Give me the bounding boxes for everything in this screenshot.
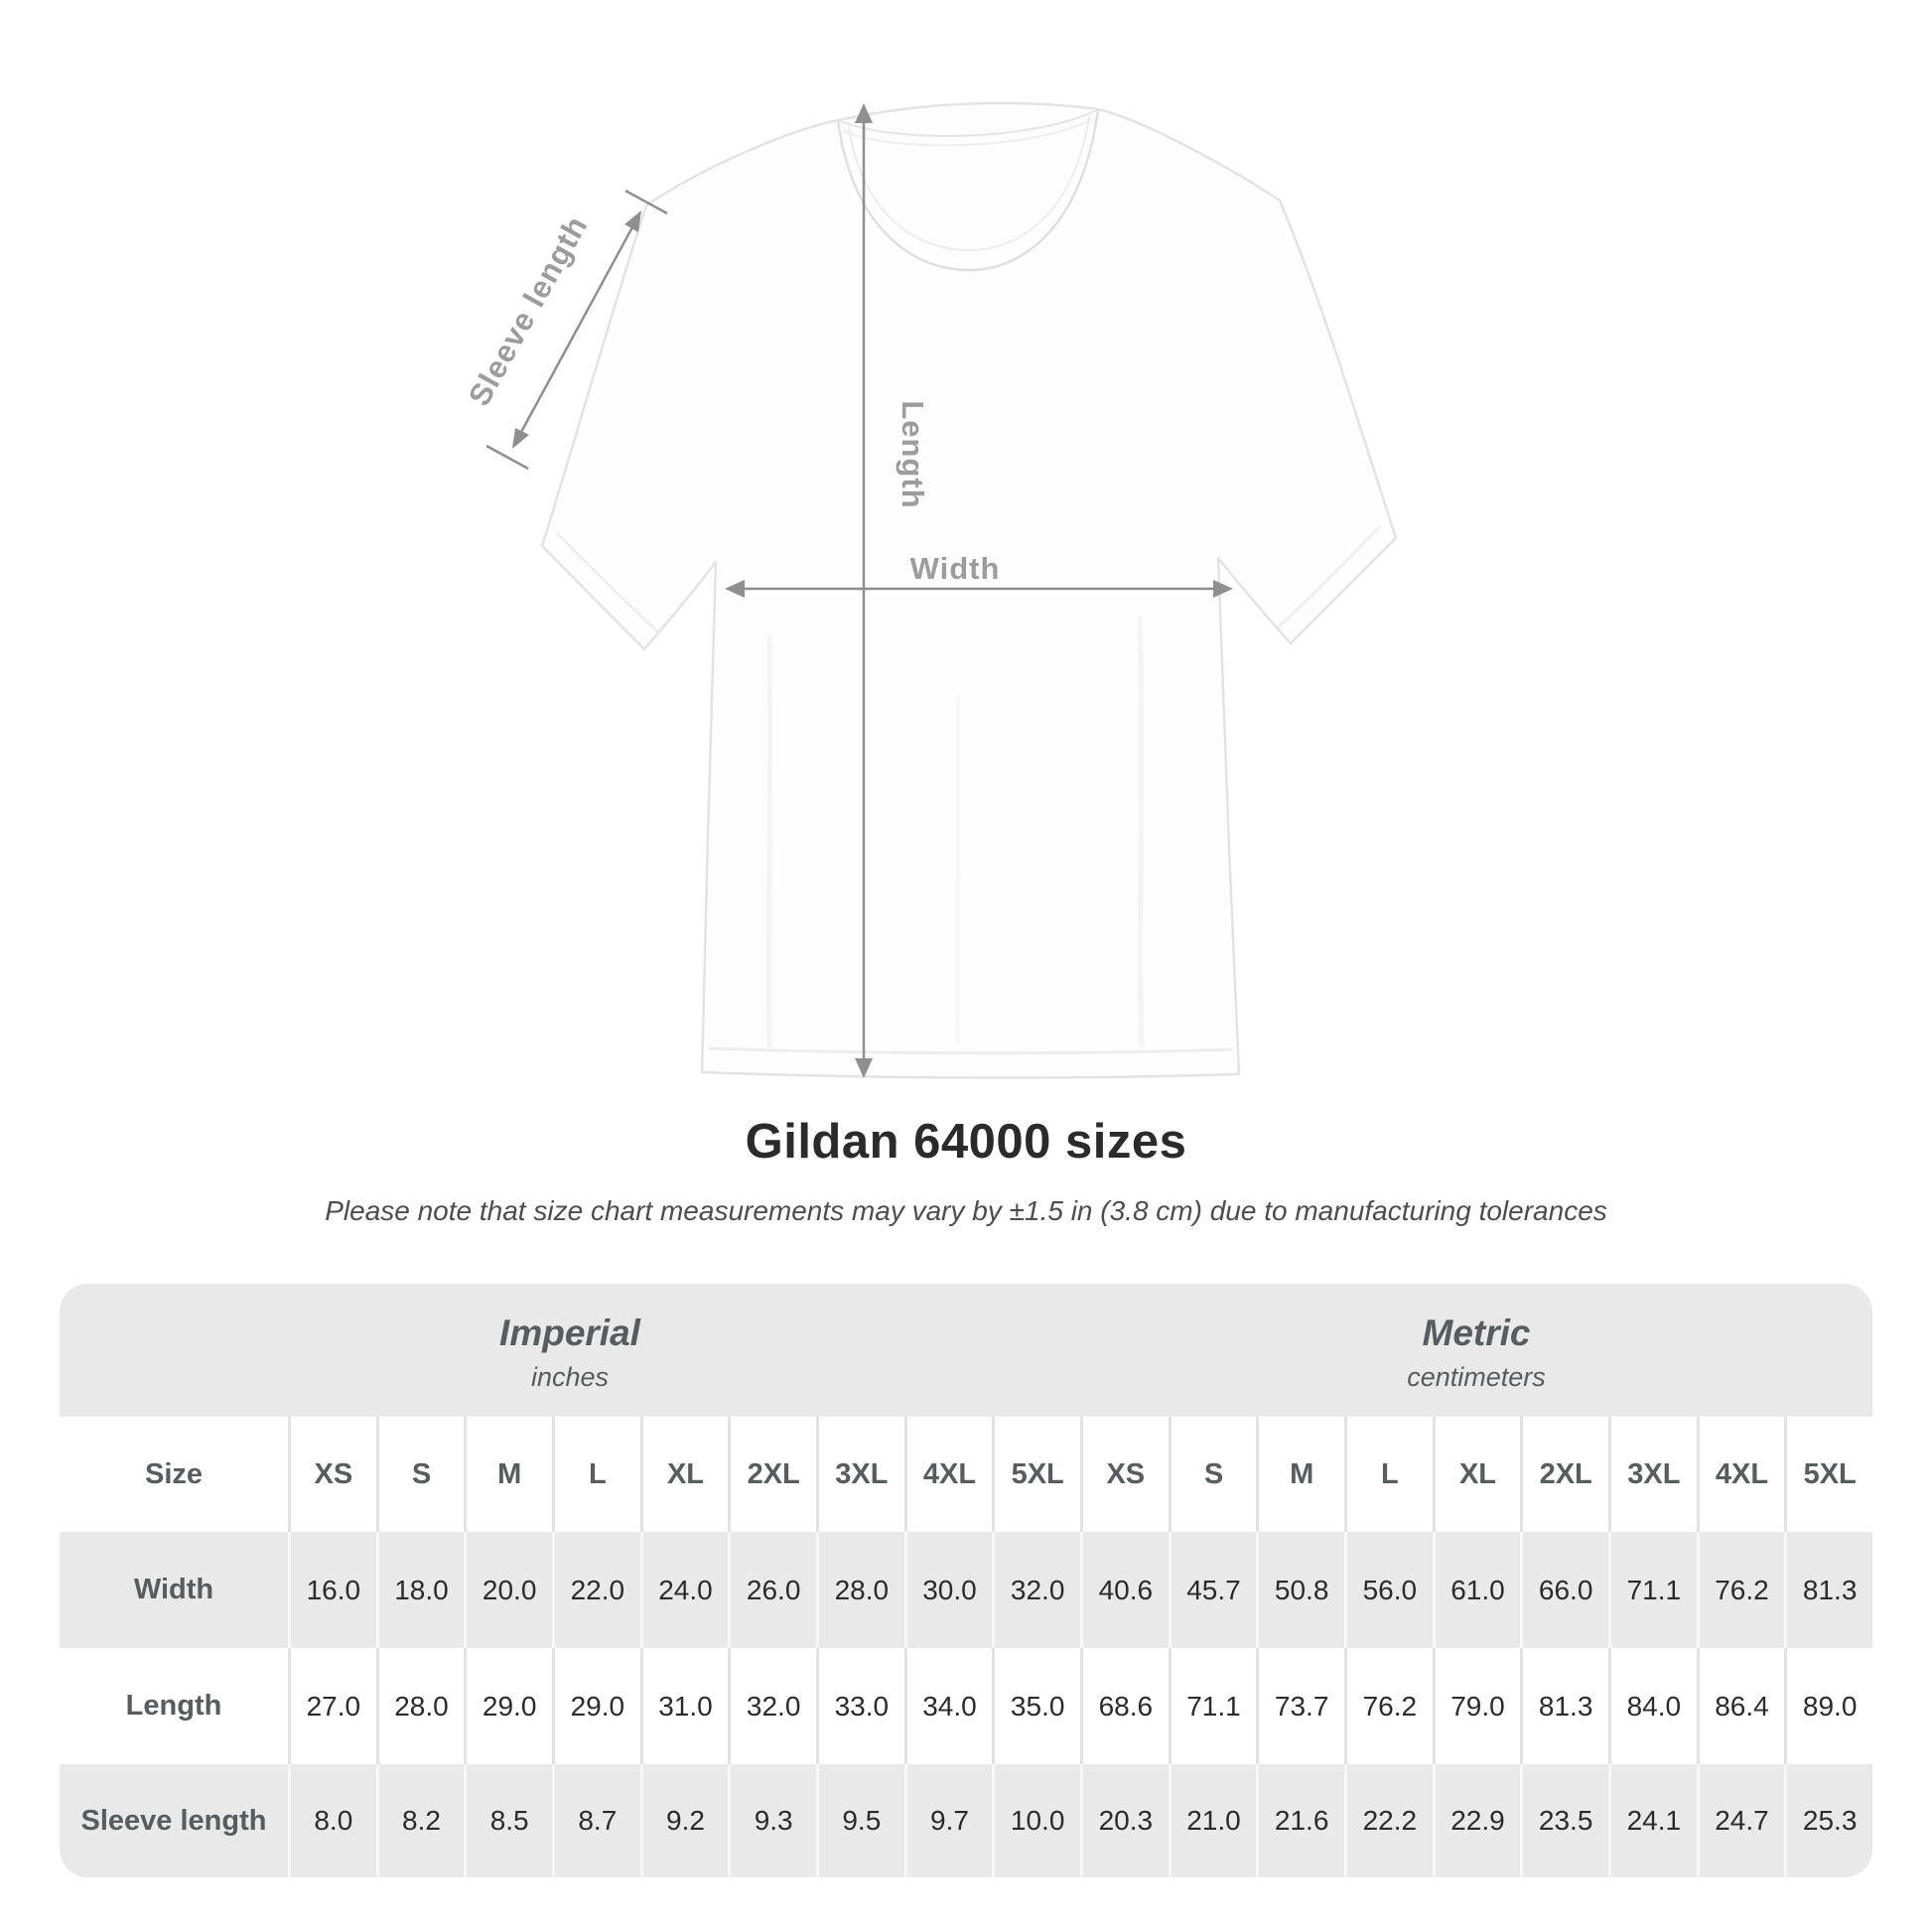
table-cell: 61.0 (1433, 1532, 1521, 1648)
table-cell: 81.3 (1520, 1648, 1608, 1764)
table-cell: 22.0 (552, 1532, 640, 1648)
column-header: 2XL (728, 1417, 816, 1532)
table-row (60, 1532, 1872, 1648)
column-header: 3XL (1608, 1417, 1697, 1532)
table-cell: 26.0 (728, 1532, 816, 1648)
row-label: Width (133, 1574, 214, 1605)
table-cell: 71.1 (1169, 1648, 1257, 1764)
table-cell: 10.0 (992, 1764, 1080, 1877)
table-cell: 22.2 (1344, 1764, 1433, 1877)
table-cell: 73.7 (1256, 1648, 1344, 1764)
table-cell: 30.0 (904, 1532, 993, 1648)
row-label: Length (125, 1690, 222, 1722)
table-cell: 89.0 (1784, 1648, 1872, 1764)
table-cell: 8.0 (288, 1764, 376, 1877)
metric-group-header (1080, 1284, 1872, 1417)
table-group-header-row (60, 1284, 1872, 1417)
table-cell: 20.0 (464, 1532, 552, 1648)
table-cell: 28.0 (816, 1532, 904, 1648)
table-cell: 9.7 (904, 1764, 993, 1877)
table-cell: 21.6 (1256, 1764, 1344, 1877)
sleeve-dimension-tick (486, 446, 528, 469)
table-cell: 31.0 (640, 1648, 729, 1764)
table-cell: 8.5 (464, 1764, 552, 1877)
table-cell: 40.6 (1080, 1532, 1169, 1648)
metric-unit: centimeters (1407, 1361, 1546, 1392)
row-label: Sleeve length (80, 1804, 267, 1837)
column-header: 5XL (992, 1417, 1080, 1532)
column-header: M (1256, 1417, 1344, 1532)
table-cell: 32.0 (728, 1648, 816, 1764)
imperial-group-header (60, 1284, 1080, 1417)
table-cell: 8.7 (552, 1764, 640, 1877)
table-cell: 81.3 (1784, 1532, 1872, 1648)
fabric-wrinkle (768, 635, 770, 1047)
table-cell: 71.1 (1608, 1532, 1697, 1648)
table-row (60, 1648, 1872, 1764)
table-cell: 22.9 (1433, 1764, 1521, 1877)
table-cell: 27.0 (288, 1648, 376, 1764)
metric-title: Metric (1422, 1311, 1531, 1353)
table-row (60, 1764, 1872, 1877)
column-header: L (552, 1417, 640, 1532)
table-cell: 16.0 (288, 1532, 376, 1648)
table-cell: 76.2 (1697, 1532, 1785, 1648)
table-cell: 18.0 (376, 1532, 465, 1648)
size-table (60, 1284, 1872, 1877)
imperial-title: Imperial (499, 1311, 640, 1353)
table-cell: 86.4 (1697, 1648, 1785, 1764)
table-cell: 9.5 (816, 1764, 904, 1877)
table-cell: 20.3 (1080, 1764, 1169, 1877)
table-cell: 9.3 (728, 1764, 816, 1877)
table-cell: 8.2 (376, 1764, 465, 1877)
table-cell: 24.0 (640, 1532, 729, 1648)
column-header: 5XL (1784, 1417, 1872, 1532)
width-label: Width (909, 551, 1001, 586)
table-cell: 34.0 (904, 1648, 993, 1764)
table-cell: 29.0 (552, 1648, 640, 1764)
table-cell: 24.7 (1697, 1764, 1785, 1877)
table-cell: 50.8 (1256, 1532, 1344, 1648)
column-header: XS (288, 1417, 376, 1532)
arrowhead-right (1213, 580, 1233, 598)
page-subtitle: Please note that size chart measurements may vary by ±1.5 in (3.8 cm) due to manufacturing tolerances (325, 1195, 1607, 1226)
size-column-header: Size (144, 1457, 204, 1490)
fabric-wrinkle (957, 695, 958, 1042)
column-header: 3XL (816, 1417, 904, 1532)
table-cell: 33.0 (816, 1648, 904, 1764)
column-header: 4XL (1697, 1417, 1785, 1532)
table-cell: 79.0 (1433, 1648, 1521, 1764)
page-title: Gildan 64000 sizes (745, 1115, 1187, 1169)
table-cell: 21.0 (1169, 1764, 1257, 1877)
table-cell: 28.0 (376, 1648, 465, 1764)
table-cell: 32.0 (992, 1532, 1080, 1648)
table-cell: 45.7 (1169, 1532, 1257, 1648)
size-header-row (60, 1417, 1872, 1532)
sleeve-length-label: Sleeve length (461, 209, 595, 412)
column-header: XL (1433, 1417, 1521, 1532)
table-cell: 23.5 (1520, 1764, 1608, 1877)
column-header: 4XL (904, 1417, 993, 1532)
column-header: M (464, 1417, 552, 1532)
table-cell: 68.6 (1080, 1648, 1169, 1764)
table-cell: 24.1 (1608, 1764, 1697, 1877)
table-cell: 29.0 (464, 1648, 552, 1764)
table-cell: 35.0 (992, 1648, 1080, 1764)
column-header: 2XL (1520, 1417, 1608, 1532)
column-header: S (376, 1417, 465, 1532)
column-header: XS (1080, 1417, 1169, 1532)
table-cell: 56.0 (1344, 1532, 1433, 1648)
arrowhead-down-left (512, 428, 529, 449)
imperial-unit: inches (530, 1361, 610, 1392)
table-cell: 66.0 (1520, 1532, 1608, 1648)
table-cell: 76.2 (1344, 1648, 1433, 1764)
fabric-wrinkle (1140, 616, 1142, 1047)
table-cell: 25.3 (1784, 1764, 1872, 1877)
column-header: S (1169, 1417, 1257, 1532)
table-cell: 9.2 (640, 1764, 729, 1877)
length-label: Length (896, 400, 930, 509)
column-header: L (1344, 1417, 1433, 1532)
column-header: XL (640, 1417, 729, 1532)
table-cell: 84.0 (1608, 1648, 1697, 1764)
